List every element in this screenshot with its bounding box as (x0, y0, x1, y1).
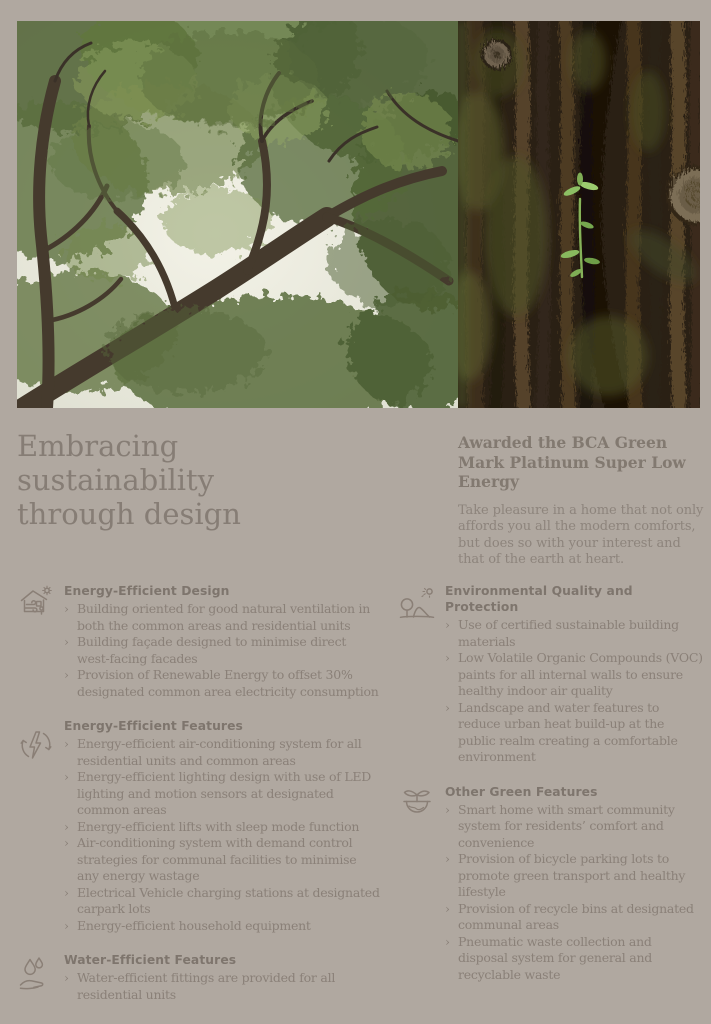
section-title: Water-Efficient Features (64, 953, 237, 967)
section-environmental-quality (398, 583, 704, 766)
page-title (17, 429, 437, 531)
bullet-marker: › (64, 884, 69, 900)
bullet-list (64, 736, 381, 934)
landscape-sun-icon (398, 583, 438, 623)
water-hand-icon (17, 952, 57, 992)
bullet-marker: › (64, 667, 69, 682)
bullet-marker: › (445, 699, 450, 715)
bullet-item (64, 667, 381, 700)
bullet-item (64, 736, 381, 769)
tree-bark-photo (458, 21, 700, 408)
bullet-marker: › (64, 769, 69, 784)
bullet-item (445, 901, 704, 934)
features-column-right (398, 583, 704, 1001)
bullet-marker: › (445, 650, 450, 665)
bullet-marker: › (64, 736, 69, 751)
bullet-item (64, 970, 381, 1003)
bullet-text: Energy-efficient air-conditioning system for all residential units and common areas (77, 736, 362, 768)
bullet-item (64, 769, 381, 819)
bullet-item (64, 601, 381, 634)
bullet-item (64, 835, 381, 885)
bullet-item (64, 819, 381, 836)
bullet-marker: › (445, 900, 450, 916)
bullet-item (64, 634, 381, 667)
hero-photos (17, 21, 700, 408)
bullet-list (64, 601, 381, 700)
bullet-item (445, 617, 704, 650)
bullet-text: Use of certified sustainable building materials (458, 617, 679, 649)
bullet-item (445, 700, 704, 766)
bullet-text: Energy-efficient household equipment (77, 917, 311, 933)
bullet-marker: › (445, 933, 450, 949)
bullet-item (445, 802, 704, 852)
bullet-item (445, 650, 704, 700)
bullet-text: Smart home with smart community system for residents’ comfort and convenience (458, 801, 675, 850)
bullet-list (445, 617, 704, 766)
bullet-item (64, 918, 381, 935)
page-title-line-2: sustainability (17, 463, 215, 497)
section-title: Energy-Efficient Features (64, 719, 243, 733)
section-water-efficient-features (17, 952, 381, 1003)
bullet-marker: › (64, 917, 69, 933)
energy-cycle-icon (17, 718, 57, 764)
page-title-line-3: through design (17, 497, 241, 531)
award-body: Take pleasure in a home that not only affords you all the modern comforts, but does so with your interest and that of the earth at heart. (458, 502, 704, 567)
bullet-marker: › (64, 818, 69, 834)
bullet-text: Provision of recycle bins at designated communal areas (458, 900, 694, 932)
bullet-marker: › (445, 851, 450, 866)
bullet-item (64, 885, 381, 918)
section-title: Other Green Features (445, 784, 598, 799)
sprout-earth-icon (398, 784, 438, 824)
bullet-marker: › (445, 801, 450, 817)
bullet-text: Water-efficient fittings are provided for all residential units (77, 970, 336, 1002)
bullet-text: Air-conditioning system with demand control strategies for communal facilities to minimise any energy wastage (77, 835, 357, 883)
bullet-list (64, 970, 381, 1003)
bullet-marker: › (64, 634, 69, 649)
bullet-item (445, 851, 704, 901)
eco-house-icon (17, 583, 57, 623)
award-title: Awarded the BCA Green Mark Platinum Super Low Energy (458, 433, 686, 491)
bullet-item (445, 934, 704, 984)
bullet-list (445, 802, 704, 984)
award-block (458, 433, 704, 569)
bullet-marker: › (64, 835, 69, 850)
bark-knot (480, 38, 508, 66)
features-column-left (17, 583, 381, 1021)
bullet-text: Low Volatile Organic Compounds (VOC) paints for all internal walls to ensure healthy indoor air quality (458, 650, 703, 698)
bullet-marker: › (445, 617, 450, 632)
bullet-marker: › (64, 601, 69, 616)
bullet-text: Electrical Vehicle charging stations at designated carpark lots (77, 884, 380, 916)
section-energy-efficient-design (17, 583, 381, 700)
section-energy-efficient-features (17, 718, 381, 934)
tree-canopy-photo (17, 21, 458, 408)
bullet-text: Pneumatic waste collection and disposal system for general and recyclable waste (458, 933, 653, 982)
bullet-text: Landscape and water features to reduce urban heat build-up at the public realm creating a comfortable environment (458, 699, 678, 764)
bullet-text: Provision of bicycle parking lots to promote green transport and healthy lifestyle (458, 851, 686, 899)
bullet-text: Energy-efficient lighting design with use of LED lighting and motion sensors at designated common areas (77, 769, 372, 817)
section-title: Energy-Efficient Design (64, 584, 230, 598)
bullet-text: Energy-efficient lifts with sleep mode function (77, 818, 360, 834)
page-title-line-1: Embracing (17, 429, 179, 463)
bullet-marker: › (64, 970, 69, 985)
bullet-text: Building façade designed to minimise direct west-facing facades (77, 634, 347, 666)
bullet-text: Building oriented for good natural ventilation in both the common areas and residential units (77, 601, 371, 633)
section-title: Environmental Quality and Protection (445, 584, 633, 614)
section-other-green-features (398, 784, 704, 984)
bullet-text: Provision of Renewable Energy to offset 30% designated common area electricity consumption (77, 667, 379, 699)
